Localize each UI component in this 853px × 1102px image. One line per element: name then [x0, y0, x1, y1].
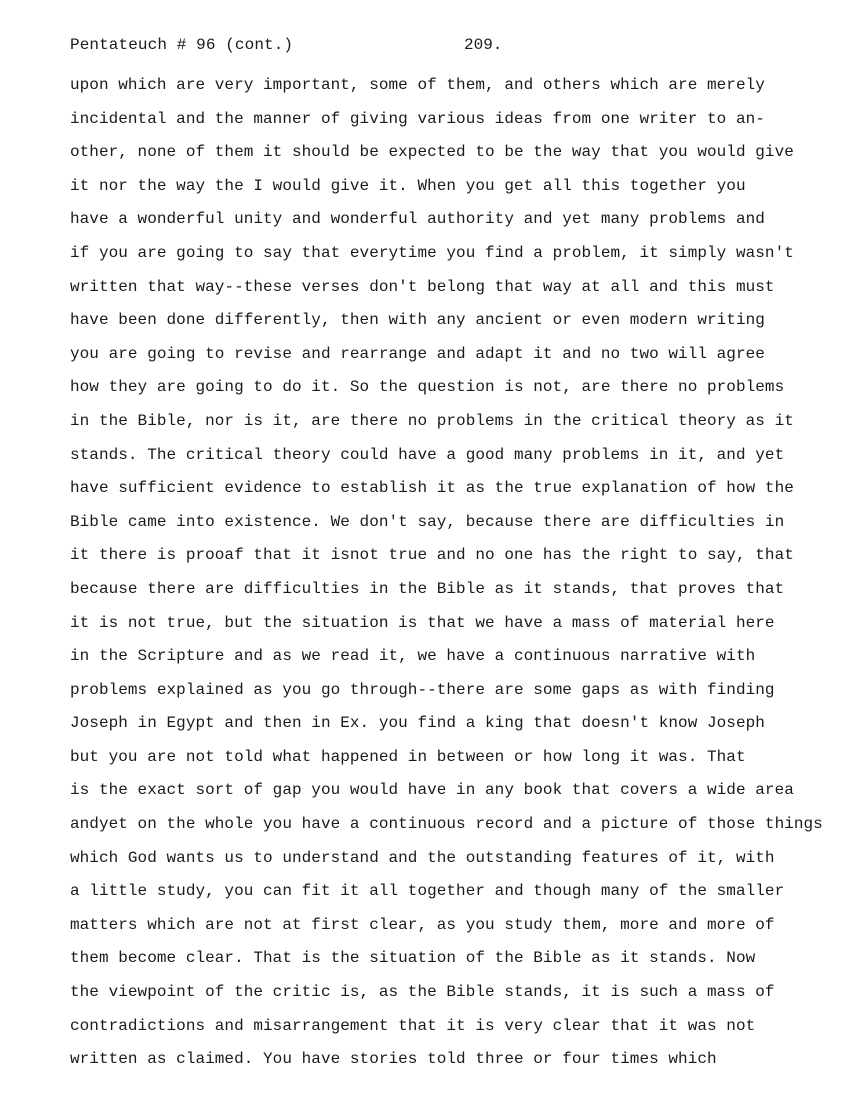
page-number: 209. [464, 36, 503, 54]
text-line: but you are not told what happened in between or how long it was. That [70, 747, 746, 766]
text-line: have been done differently, then with any ancient or even modern writing [70, 311, 765, 330]
text-line: them become clear. That is the situation of the Bible as it stands. Now [70, 949, 756, 968]
text-line: the viewpoint of the critic is, as the Bible stands, it is such a mass of [70, 983, 775, 1002]
text-line: have a wonderful unity and wonderful authority and yet many problems and [70, 210, 765, 229]
text-line: it nor the way the I would give it. When you get all this together you [70, 176, 746, 195]
text-line: because there are difficulties in the Bible as it stands, that proves that [70, 579, 785, 598]
text-line: incidental and the manner of giving various ideas from one writer to an- [70, 109, 765, 128]
text-line: andyet on the whole you have a continuous record and a picture of those things [70, 815, 823, 834]
text-line: written that way--these verses don't belong that way at all and this must [70, 277, 775, 296]
text-line: upon which are very important, some of them, and others which are merely [70, 76, 765, 94]
text-line: is the exact sort of gap you would have in any book that covers a wide area [70, 781, 794, 800]
text-line: in the Bible, nor is it, are there no problems in the critical theory as it [70, 411, 794, 430]
text-line: problems explained as you go through--there are some gaps as with finding [70, 680, 775, 699]
text-line: you are going to revise and rearrange and adapt it and no two will agree [70, 344, 765, 363]
text-line: a little study, you can fit it all together and though many of the smaller [70, 882, 785, 901]
body-text [70, 69, 850, 1077]
text-line: it there is prooaf that it isnot true and no one has the right to say, that [70, 546, 794, 565]
running-head: Pentateuch # 96 (cont.) [70, 36, 294, 54]
text-line: have sufficient evidence to establish it as the true explanation of how the [70, 479, 794, 498]
text-line: how they are going to do it. So the question is not, are there no problems [70, 378, 785, 397]
text-line: Bible came into existence. We don't say, because there are difficulties in [70, 512, 785, 531]
text-line: matters which are not at first clear, as you study them, more and more of [70, 915, 775, 934]
text-line: other, none of them it should be expected to be the way that you would give [70, 143, 794, 162]
text-line: Joseph in Egypt and then in Ex. you find a king that doesn't know Joseph [70, 714, 765, 733]
text-line: it is not true, but the situation is that we have a mass of material here [70, 613, 775, 632]
text-line: contradictions and misarrangement that it is very clear that it was not [70, 1016, 756, 1035]
page-header [70, 34, 830, 56]
text-line: written as claimed. You have stories told three or four times which [70, 1050, 717, 1069]
text-line: which God wants us to understand and the outstanding features of it, with [70, 848, 775, 867]
text-line: if you are going to say that everytime you find a problem, it simply wasn't [70, 243, 794, 262]
text-line: in the Scripture and as we read it, we have a continuous narrative with [70, 647, 756, 666]
text-line: stands. The critical theory could have a good many problems in it, and yet [70, 445, 785, 464]
